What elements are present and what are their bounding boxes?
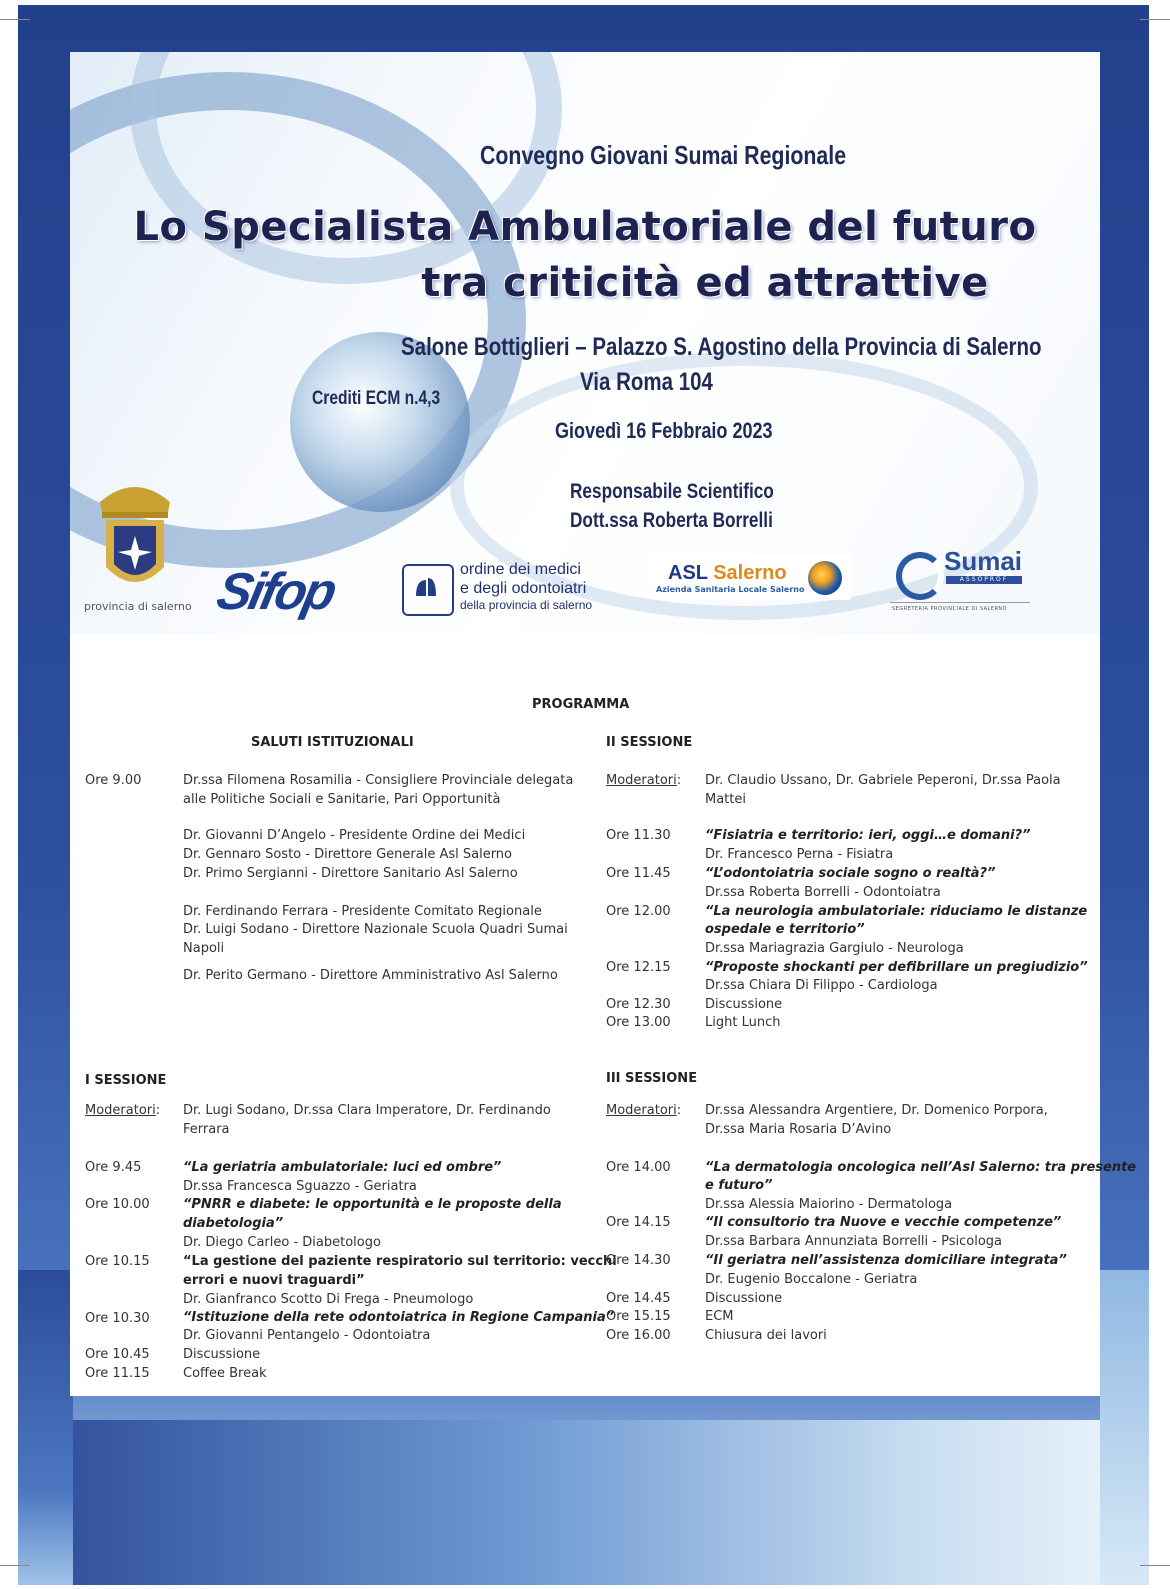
omceo-logo-icon — [402, 564, 454, 616]
saluti-heading: SALUTI ISTITUZIONALI — [251, 735, 414, 750]
talk-speaker: Dr. Diego Carleo - Diabetologo — [183, 1235, 381, 1250]
talk-title: “PNRR e diabete: le opportunità e le proposte della — [183, 1197, 562, 1212]
saluti-line: Dr. Luigi Sodano - Direttore Nazionale Scuola Quadri Sumai — [183, 922, 568, 937]
program-panel — [70, 634, 1137, 1396]
talk-title: Discussione — [705, 1291, 783, 1306]
session3-time: Ore 14.45 — [606, 1291, 671, 1306]
crop-mark — [1140, 1565, 1170, 1566]
asl-globe-icon — [808, 561, 842, 595]
sumai-logo — [890, 546, 1030, 618]
sumai-divider — [890, 602, 1030, 603]
sumai-ring-icon — [896, 552, 944, 600]
omceo-line2: e degli odontoiatri — [460, 580, 587, 597]
saluti-line: alle Politiche Sociali e Sanitarie, Pari Opportunità — [183, 792, 501, 807]
talk-title: “Il geriatra nell’assistenza domiciliare integrata” — [705, 1253, 1067, 1268]
talk-speaker: Dr.ssa Francesca Sguazzo - Geriatra — [183, 1179, 417, 1194]
talk-title: “L’odontoiatria sociale sogno o realtà?” — [705, 866, 996, 881]
asl-wordmark-a: ASL — [668, 562, 714, 584]
sumai-subtitle: SEGRETERIA PROVINCIALE DI SALERNO — [892, 606, 1008, 612]
asl-wordmark-b: Salerno — [713, 562, 787, 584]
scientific-name: Dott.ssa Roberta Borrelli — [570, 509, 773, 532]
session2-time: Ore 11.30 — [606, 828, 671, 843]
talk-speaker: Dr. Francesco Perna - Fisiatra — [705, 847, 894, 862]
sumai-wordmark: Sumai — [944, 546, 1023, 576]
talk-title: diabetologia” — [183, 1216, 284, 1231]
talk-title: e futuro” — [705, 1178, 773, 1193]
session2-moderators: Dr. Claudio Ussano, Dr. Gabriele Peperoni, Dr.ssa Paola — [705, 773, 1061, 788]
sifop-logo: Sifop — [211, 563, 340, 621]
frame-left-band — [18, 1270, 73, 1585]
venue: Salone Bottiglieri – Palazzo S. Agostino della Provincia di Salerno — [401, 333, 1042, 361]
header-banner — [70, 52, 1100, 634]
saluti-line: Dr. Ferdinando Ferrara - Presidente Comitato Regionale — [183, 904, 542, 919]
ecm-credits: Crediti ECM n.4,3 — [312, 388, 441, 409]
session3-time: Ore 16.00 — [606, 1328, 671, 1343]
venue-address: Via Roma 104 — [580, 368, 713, 396]
talk-title: Light Lunch — [705, 1015, 781, 1030]
asl-subtitle: Azienda Sanitaria Locale Salerno — [656, 585, 805, 594]
session1-time: Ore 10.30 — [85, 1311, 150, 1326]
session3-moderators-label: Moderatori: — [606, 1103, 682, 1118]
session2-time: Ore 13.00 — [606, 1015, 671, 1030]
bottom-band — [18, 1420, 1149, 1585]
session2-time: Ore 11.45 — [606, 866, 671, 881]
moderators-label: Moderatori — [606, 773, 677, 788]
talk-title: “Proposte shockanti per defibrillare un pregiudizio” — [705, 960, 1088, 975]
crop-mark — [0, 1565, 30, 1566]
talk-title: ospedale e territorio” — [705, 922, 865, 937]
talk-title: “La geriatria ambulatoriale: luci ed ombre” — [183, 1160, 502, 1175]
session3-moderators: Dr.ssa Alessandra Argentiere, Dr. Domenico Porpora, — [705, 1103, 1048, 1118]
talk-title: “La dermatologia oncologica nell’Asl Salerno: tra presente — [705, 1160, 1137, 1175]
talk-title: “La neurologia ambulatoriale: riduciamo le distanze — [705, 904, 1088, 919]
talk-speaker: Dr.ssa Barbara Annunziata Borrelli - Psicologa — [705, 1234, 1002, 1249]
talk-speaker: Dr.ssa Alessia Maiorino - Dermatologa — [705, 1197, 953, 1212]
saluti-time: Ore 9.00 — [85, 773, 142, 788]
talk-title: “Il consultorio tra Nuove e vecchie competenze” — [705, 1215, 1062, 1230]
session3-time: Ore 14.30 — [606, 1253, 671, 1268]
omceo-logo — [460, 560, 592, 612]
talk-speaker: Dr.ssa Mariagrazia Gargiulo - Neurologa — [705, 941, 964, 956]
event-date: Giovedì 16 Febbraio 2023 — [555, 418, 773, 443]
asl-salerno-logo — [652, 554, 852, 600]
session1-moderators: Ferrara — [183, 1122, 230, 1137]
talk-title: Discussione — [705, 997, 783, 1012]
session3-time: Ore 15.15 — [606, 1309, 671, 1324]
crop-mark — [1140, 19, 1170, 20]
crop-mark — [0, 19, 30, 20]
session2-heading: II SESSIONE — [606, 735, 693, 750]
scientific-label: Responsabile Scientifico — [570, 480, 774, 503]
session1-moderators: Dr. Lugi Sodano, Dr.ssa Clara Imperatore, Dr. Ferdinando — [183, 1103, 551, 1118]
talk-speaker: Dr. Gianfranco Scotto Di Frega - Pneumologo — [183, 1292, 474, 1307]
saluti-line: Napoli — [183, 941, 225, 956]
saluti-line: Dr. Primo Sergianni - Direttore Sanitario Asl Salerno — [183, 866, 518, 881]
talk-title: Coffee Break — [183, 1366, 267, 1381]
omceo-line3: della provincia di salerno — [460, 598, 593, 612]
session1-time: Ore 10.15 — [85, 1254, 150, 1269]
provincia-crest-icon — [90, 472, 180, 602]
session1-time: Ore 10.45 — [85, 1347, 150, 1362]
provincia-label: provincia di salerno — [84, 600, 192, 613]
session2-time: Ore 12.30 — [606, 997, 671, 1012]
main-title-line1: Lo Specialista Ambulatoriale del futuro — [133, 204, 1037, 250]
session3-moderators: Dr.ssa Maria Rosaria D’Avino — [705, 1122, 892, 1137]
talk-title: “Fisiatria e territorio: ieri, oggi…e domani?” — [705, 828, 1031, 843]
moderators-label: Moderatori — [85, 1103, 156, 1118]
session2-moderators: Mattei — [705, 792, 746, 807]
asl-wordmark — [668, 562, 787, 585]
talk-speaker: Dr. Giovanni Pentangelo - Odontoiatra — [183, 1328, 431, 1343]
talk-title: Chiusura dei lavori — [705, 1328, 827, 1343]
saluti-line: Dr. Gennaro Sosto - Direttore Generale Asl Salerno — [183, 847, 512, 862]
program-title: PROGRAMMA — [532, 697, 630, 712]
frame-right-band — [1100, 1270, 1149, 1585]
session3-time: Ore 14.00 — [606, 1160, 671, 1175]
event-title: Convegno Giovani Sumai Regionale — [480, 140, 847, 170]
session1-moderators-label: Moderatori: — [85, 1103, 161, 1118]
talk-speaker: Dr.ssa Chiara Di Filippo - Cardiologa — [705, 978, 938, 993]
session1-time: Ore 11.15 — [85, 1366, 150, 1381]
session2-moderators-label: Moderatori: — [606, 773, 682, 788]
session1-heading: I SESSIONE — [85, 1073, 167, 1088]
talk-speaker: Dr. Eugenio Boccalone - Geriatra — [705, 1272, 918, 1287]
session3-heading: III SESSIONE — [606, 1071, 698, 1086]
talk-title: “Istituzione della rete odontoiatrica in Regione Campania” — [183, 1310, 615, 1325]
omceo-line1: ordine dei medici — [460, 561, 581, 578]
main-title-line2: tra criticità ed attrattive — [421, 260, 989, 306]
talk-title: ECM — [705, 1309, 734, 1324]
session2-time: Ore 12.00 — [606, 904, 671, 919]
saluti-line: Dr. Giovanni D’Angelo - Presidente Ordine dei Medici — [183, 828, 526, 843]
talk-title: “La gestione del paziente respiratorio sul territorio: vecchi — [183, 1254, 617, 1269]
saluti-line: Dr. Perito Germano - Direttore Amministrativo Asl Salerno — [183, 968, 558, 983]
saluti-line: Dr.ssa Filomena Rosamilia - Consigliere Provinciale delegata — [183, 773, 574, 788]
talk-title: Discussione — [183, 1347, 261, 1362]
talk-title: errori e nuovi traguardi” — [183, 1273, 365, 1288]
session2-time: Ore 12.15 — [606, 960, 671, 975]
session1-time: Ore 10.00 — [85, 1197, 150, 1212]
talk-speaker: Dr.ssa Roberta Borrelli - Odontoiatra — [705, 885, 941, 900]
session3-time: Ore 14.15 — [606, 1215, 671, 1230]
session1-time: Ore 9.45 — [85, 1160, 142, 1175]
moderators-label: Moderatori — [606, 1103, 677, 1118]
sumai-bar: ASSOPROF — [946, 576, 1022, 584]
